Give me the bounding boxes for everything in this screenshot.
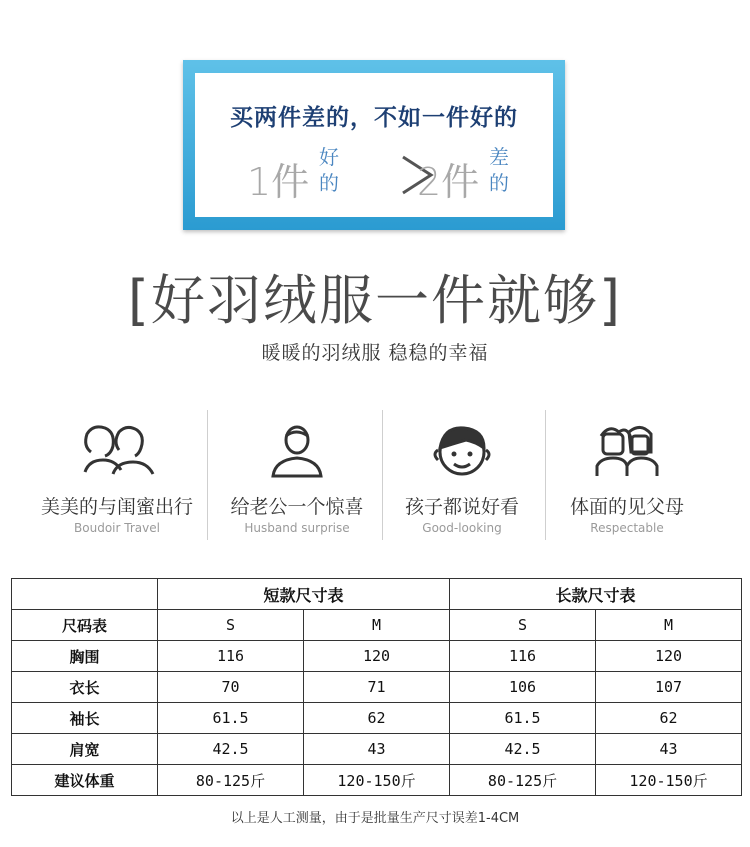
feature-title: 给老公一个惊喜	[230, 496, 364, 518]
right-big-text: 2件	[417, 160, 480, 204]
right-small-2: 的	[489, 171, 509, 195]
feature-item	[27, 410, 207, 540]
table-cell: 71	[304, 672, 450, 703]
comparison	[247, 145, 509, 211]
row-label: 胸围	[12, 641, 158, 672]
feature-item	[372, 410, 552, 540]
table-cell: 43	[596, 734, 742, 765]
table-cell: 120	[596, 641, 742, 672]
table-corner	[12, 579, 158, 610]
table-cell: 116	[158, 641, 304, 672]
table-cell: 120	[304, 641, 450, 672]
table-cell: 42.5	[158, 734, 304, 765]
banner-panel	[195, 73, 553, 217]
table-cell: 120-150斤	[304, 765, 450, 796]
size-header: S	[158, 610, 304, 641]
table-row	[12, 579, 742, 610]
table-row	[12, 734, 742, 765]
table-cell: 42.5	[450, 734, 596, 765]
man-icon	[267, 420, 327, 480]
row-label: 建议体重	[12, 765, 158, 796]
feature-item	[537, 410, 717, 540]
right-small-1: 差	[489, 145, 509, 169]
table-row	[12, 765, 742, 796]
size-header: M	[596, 610, 742, 641]
table-cell: 107	[596, 672, 742, 703]
banner-title: 买两件差的，不如一件好的	[230, 104, 518, 131]
left-big-text: 1件	[247, 160, 310, 204]
table-cell: 116	[450, 641, 596, 672]
feature-subtitle: Good-looking	[422, 521, 502, 535]
row-label: 袖长	[12, 703, 158, 734]
row-label: 尺码表	[12, 610, 158, 641]
size-header: M	[304, 610, 450, 641]
subline: 暖暖的羽绒服 稳稳的幸福	[261, 342, 489, 364]
feature-subtitle: Boudoir Travel	[74, 521, 160, 535]
table-cell: 61.5	[158, 703, 304, 734]
feature-item	[207, 410, 387, 540]
measurement-note: 以上是人工测量，由于是批量生产尺寸误差1-4CM	[230, 811, 520, 826]
row-label: 肩宽	[12, 734, 158, 765]
table-row	[12, 641, 742, 672]
size-table	[11, 578, 742, 796]
boy-face-icon	[430, 420, 494, 480]
table-cell: 80-125斤	[158, 765, 304, 796]
table-row	[12, 672, 742, 703]
table-cell: 62	[304, 703, 450, 734]
feature-title: 孩子都说好看	[404, 496, 519, 518]
parents-icon	[595, 420, 659, 480]
group-header-long: 长款尺寸表	[450, 579, 742, 610]
left-small-2: 的	[319, 171, 339, 195]
table-cell: 62	[596, 703, 742, 734]
row-label: 衣长	[12, 672, 158, 703]
left-small-1: 好	[319, 145, 339, 169]
feature-title: 美美的与闺蜜出行	[40, 496, 193, 518]
table-row	[12, 703, 742, 734]
headline: [好羽绒服一件就够]	[127, 269, 623, 332]
feature-subtitle: Respectable	[590, 521, 664, 535]
table-cell: 70	[158, 672, 304, 703]
group-header-short: 短款尺寸表	[158, 579, 450, 610]
feature-subtitle: Husband surprise	[244, 521, 350, 535]
table-cell: 80-125斤	[450, 765, 596, 796]
feature-title: 体面的见父母	[569, 496, 684, 518]
table-cell: 61.5	[450, 703, 596, 734]
two-women-icon	[77, 420, 157, 480]
banner	[183, 60, 565, 230]
table-cell: 120-150斤	[596, 765, 742, 796]
size-header: S	[450, 610, 596, 641]
table-cell: 106	[450, 672, 596, 703]
table-cell: 43	[304, 734, 450, 765]
table-row	[12, 610, 742, 641]
